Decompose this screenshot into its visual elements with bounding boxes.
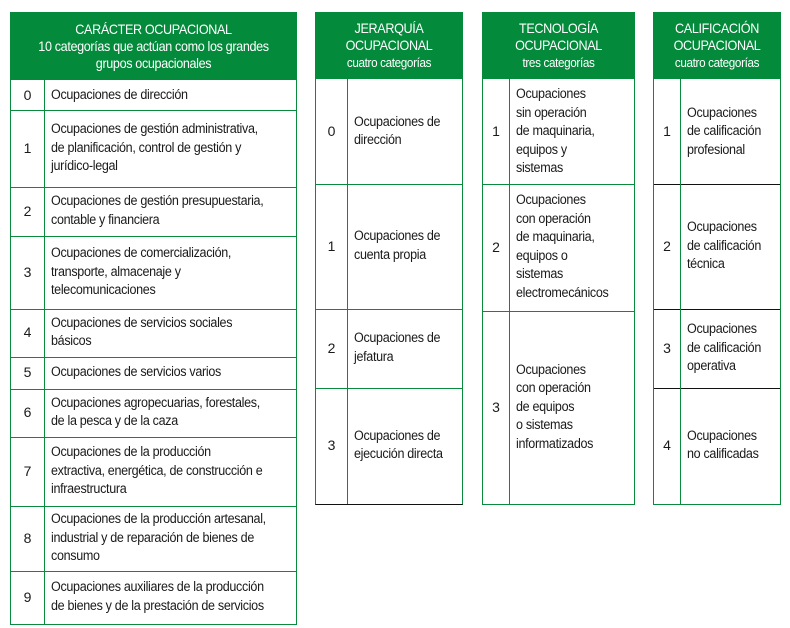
table-row bbox=[10, 570, 297, 625]
row-code: 3 bbox=[316, 387, 348, 504]
row-label-cell bbox=[45, 235, 296, 309]
row-code: 3 bbox=[483, 310, 510, 504]
row-label-cell bbox=[45, 80, 296, 110]
row-code: 0 bbox=[316, 79, 348, 184]
table-row bbox=[653, 308, 781, 389]
row-label-cell bbox=[681, 79, 780, 184]
row-label: Ocupaciones de ejecución directa bbox=[354, 427, 443, 462]
table-row bbox=[10, 80, 297, 111]
row-label-cell bbox=[510, 310, 634, 504]
row-label-cell bbox=[681, 387, 780, 504]
table-title: CARÁCTER OCUPACIONAL bbox=[75, 20, 232, 37]
table-subtitle: cuatro categorías bbox=[346, 55, 432, 70]
row-label: Ocupaciones de dirección bbox=[354, 113, 441, 148]
row-label: Ocupaciones con operación de maquinaria, equipos o sistemas electromecánicos bbox=[516, 192, 609, 300]
table-header bbox=[482, 12, 635, 79]
table-header bbox=[10, 12, 297, 80]
table-row bbox=[10, 436, 297, 507]
row-label-cell bbox=[348, 308, 462, 388]
row-code: 3 bbox=[11, 235, 45, 309]
table-row bbox=[315, 183, 463, 310]
table-caracter-ocupacional bbox=[10, 12, 297, 624]
table-row bbox=[482, 310, 635, 505]
row-code: 4 bbox=[11, 308, 45, 357]
row-code: 0 bbox=[11, 80, 45, 110]
row-label: Ocupaciones agropecuarias, forestales, de la pesca y de la caza bbox=[51, 394, 260, 429]
row-label-cell bbox=[510, 79, 634, 184]
row-label: Ocupaciones de calificación técnica bbox=[687, 219, 761, 271]
row-label-cell bbox=[45, 436, 296, 506]
table-title: JERARQUÍA OCUPACIONAL bbox=[345, 20, 433, 53]
row-code: 2 bbox=[11, 186, 45, 236]
table-title: CALIFICACIÓN OCUPACIONAL bbox=[673, 20, 761, 53]
row-code: 4 bbox=[654, 387, 681, 504]
row-label-cell bbox=[45, 186, 296, 236]
row-code: 1 bbox=[11, 109, 45, 187]
row-label: Ocupaciones de la producción artesanal, industrial y de reparación de bienes de consumo bbox=[51, 511, 266, 563]
table-jerarquia-ocupacional bbox=[315, 12, 463, 504]
table-row bbox=[315, 79, 463, 185]
row-label: Ocupaciones con operación de equipos o sistemas informatizados bbox=[516, 361, 594, 451]
row-label: Ocupaciones de calificación operativa bbox=[687, 321, 761, 373]
row-label-cell bbox=[681, 308, 780, 388]
row-label: Ocupaciones sin operación de maquinaria, equipos y sistemas bbox=[516, 86, 595, 175]
row-code: 9 bbox=[11, 570, 45, 624]
row-label-cell bbox=[45, 505, 296, 571]
row-code: 3 bbox=[654, 308, 681, 388]
row-label: Ocupaciones de servicios sociales básicos bbox=[51, 314, 233, 349]
row-code: 6 bbox=[11, 388, 45, 437]
row-code: 1 bbox=[483, 79, 510, 184]
table-row bbox=[482, 183, 635, 312]
table-row bbox=[10, 356, 297, 390]
table-row bbox=[10, 505, 297, 572]
table-row bbox=[482, 79, 635, 185]
row-code: 1 bbox=[316, 183, 348, 309]
table-subtitle: cuatro categorías bbox=[674, 55, 760, 70]
table-row bbox=[653, 183, 781, 310]
row-label-cell bbox=[45, 308, 296, 357]
row-code: 1 bbox=[654, 79, 681, 184]
row-label-cell bbox=[348, 79, 462, 184]
row-label: Ocupaciones de gestión administrativa, de planificación, control de gestión y jurídico-legal bbox=[51, 121, 258, 173]
table-title: TECNOLOGÍA OCUPACIONAL bbox=[515, 20, 602, 53]
row-label: Ocupaciones de cuenta propia bbox=[354, 228, 441, 262]
row-label: Ocupaciones de comercialización, transporte, almacenaje y telecomunicaciones bbox=[51, 245, 232, 297]
row-code: 7 bbox=[11, 436, 45, 506]
table-row bbox=[10, 308, 297, 358]
row-label-cell bbox=[45, 570, 296, 624]
table-row bbox=[315, 387, 463, 505]
table-row bbox=[10, 235, 297, 310]
row-label-cell bbox=[348, 183, 462, 309]
row-label-cell bbox=[45, 109, 296, 187]
table-row bbox=[653, 79, 781, 185]
table-row bbox=[10, 109, 297, 188]
row-label-cell bbox=[348, 387, 462, 504]
table-tecnologia-ocupacional bbox=[482, 12, 635, 504]
table-row bbox=[10, 388, 297, 438]
row-label: Ocupaciones de calificación profesional bbox=[687, 104, 761, 157]
table-subtitle: tres categorías bbox=[522, 55, 595, 70]
row-label: Ocupaciones auxiliares de la producción de bienes y de la prestación de servicios bbox=[51, 579, 264, 613]
row-label: Ocupaciones de dirección bbox=[51, 86, 188, 102]
table-calificacion-ocupacional bbox=[653, 12, 781, 504]
row-label: Ocupaciones no calificadas bbox=[687, 427, 759, 462]
row-label: Ocupaciones de servicios varios bbox=[51, 364, 221, 379]
table-row bbox=[653, 387, 781, 505]
table-subtitle: 10 categorías que actúan como los grandes grupos ocupacionales bbox=[38, 37, 269, 71]
row-label: Ocupaciones de gestión presupuestaria, contable y financiera bbox=[51, 193, 264, 227]
row-code: 5 bbox=[11, 356, 45, 389]
row-code: 8 bbox=[11, 505, 45, 571]
table-row bbox=[315, 308, 463, 389]
table-header bbox=[315, 12, 463, 79]
row-label-cell bbox=[681, 183, 780, 309]
row-code: 2 bbox=[483, 183, 510, 311]
row-label-cell bbox=[45, 388, 296, 437]
table-row bbox=[10, 186, 297, 237]
row-label: Ocupaciones de la producción extractiva, energética, de construcción e infraestructura bbox=[51, 444, 263, 496]
row-label-cell bbox=[45, 356, 296, 389]
row-code: 2 bbox=[654, 183, 681, 309]
row-label: Ocupaciones de jefatura bbox=[354, 330, 441, 364]
table-header bbox=[653, 12, 781, 79]
row-code: 2 bbox=[316, 308, 348, 388]
row-label-cell bbox=[510, 183, 634, 311]
